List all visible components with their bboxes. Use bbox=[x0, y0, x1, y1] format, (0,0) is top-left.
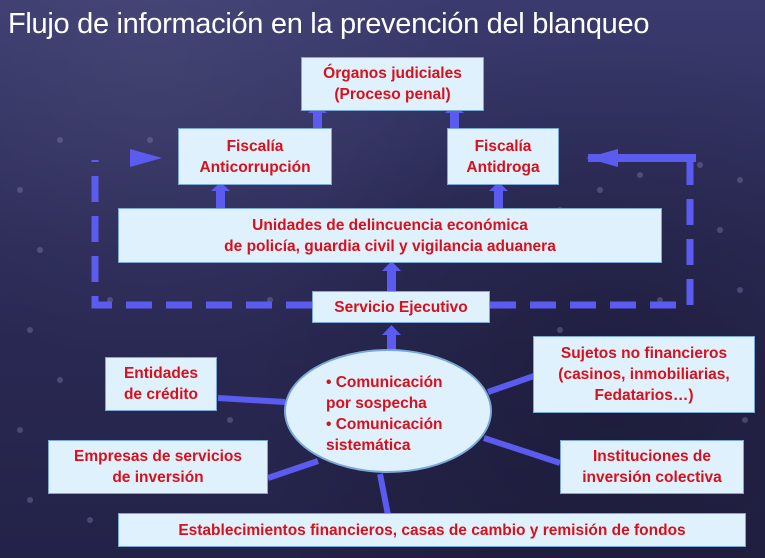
servicio-line-1: Servicio Ejecutivo bbox=[334, 298, 468, 316]
anticorrupcion-line-2: Anticorrupción bbox=[199, 158, 311, 176]
entidades-line-1: Entidades bbox=[123, 365, 199, 382]
organos-line-1: Órganos judiciales bbox=[323, 65, 462, 82]
comunicacion-line-4: sistemática bbox=[326, 437, 411, 454]
unidades-delincuencia-box bbox=[118, 208, 662, 263]
entidades-line-2: de crédito bbox=[123, 386, 199, 403]
empresas-line-1: Empresas de servicios bbox=[73, 448, 243, 465]
page-title: Flujo de información en la prevención del blanqueo bbox=[8, 8, 650, 40]
spoke-establecimientos bbox=[380, 474, 388, 515]
instituciones-line-1: Instituciones de bbox=[593, 448, 711, 465]
spoke-empresas bbox=[268, 461, 318, 478]
arrow-up-comunicacion-servicio bbox=[382, 325, 401, 335]
sujetos-line-1: Sujetos no financieros bbox=[560, 345, 728, 362]
sujetos-no-financieros-box bbox=[533, 336, 755, 413]
fiscalia-antidroga-box bbox=[447, 128, 559, 185]
entidades-credito-box bbox=[105, 357, 217, 411]
empresas-servicios-box bbox=[48, 440, 268, 494]
establecimientos-box bbox=[118, 513, 746, 547]
unidades-line-2: de policía, guardia civil y vigilancia aduanera bbox=[224, 237, 556, 255]
spoke-sujetos bbox=[488, 376, 534, 392]
organos-line-2: (Proceso penal) bbox=[334, 86, 451, 103]
arrow-shaft-right bbox=[588, 154, 696, 162]
spoke-entidades bbox=[218, 398, 285, 402]
sujetos-line-3: Fedatarios…) bbox=[594, 387, 694, 404]
empresas-line-2: de inversión bbox=[112, 469, 204, 486]
sujetos-line-2: (casinos, inmobiliarias, bbox=[558, 366, 730, 383]
anticorrupcion-line-1: Fiscalía bbox=[226, 137, 284, 155]
spoke-instituciones bbox=[484, 438, 560, 463]
comunicacion-line-1: • Comunicación bbox=[326, 374, 443, 391]
antidroga-line-1: Fiscalía bbox=[474, 137, 532, 155]
instituciones-inversion-box bbox=[560, 440, 744, 494]
instituciones-line-2: inversión colectiva bbox=[582, 469, 722, 486]
comunicacion-text bbox=[326, 372, 443, 456]
comunicacion-line-2: por sospecha bbox=[326, 395, 427, 412]
comunicacion-line-3: • Comunicación bbox=[326, 416, 443, 433]
establecimientos-line-1: Establecimientos financieros, casas de cambio y remisión de fondos bbox=[178, 521, 686, 539]
arrow-right-to-anticorrupcion bbox=[130, 149, 162, 167]
organos-judiciales-box bbox=[301, 57, 484, 111]
fiscalia-anticorrupcion-box bbox=[178, 128, 332, 185]
antidroga-line-2: Antidroga bbox=[466, 158, 540, 176]
unidades-line-1: Unidades de delincuencia económica bbox=[252, 216, 528, 234]
servicio-ejecutivo-box bbox=[312, 291, 490, 323]
